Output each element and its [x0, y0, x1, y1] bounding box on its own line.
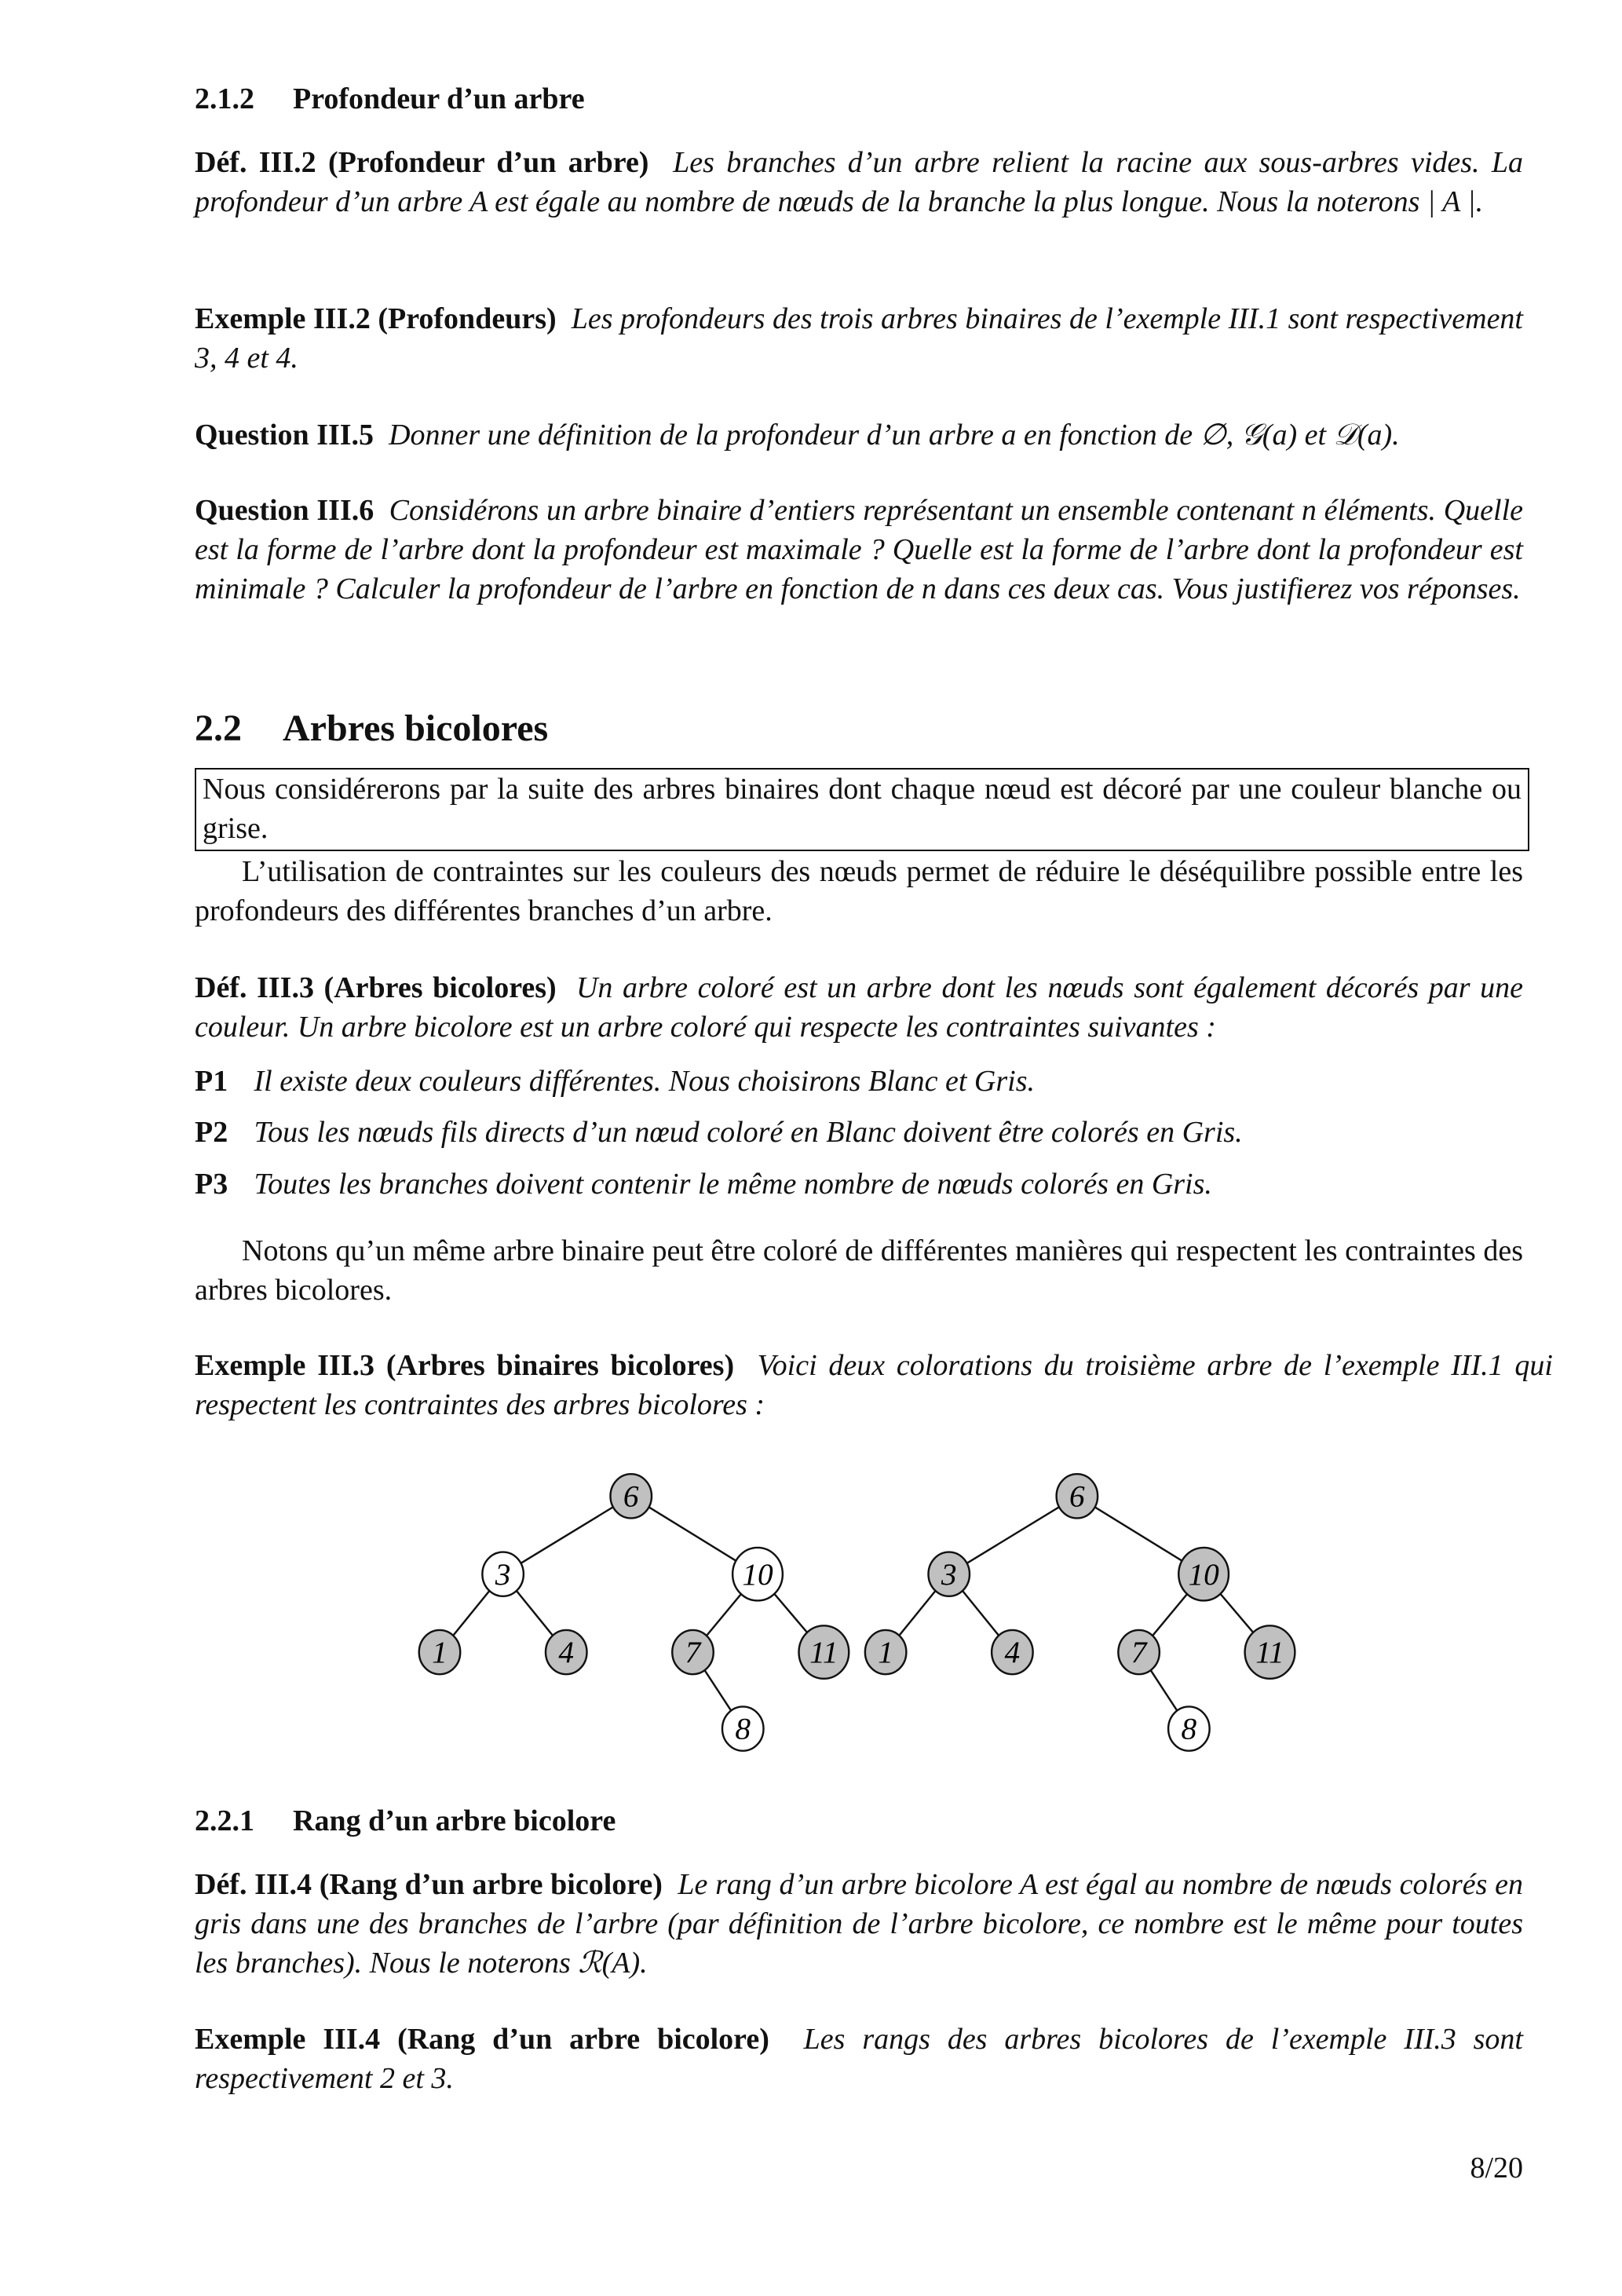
tree-node-label: 8 [735, 1711, 751, 1746]
tree-node-label: 6 [1069, 1479, 1085, 1514]
tree-node-label: 11 [1255, 1635, 1284, 1670]
tree-edge [949, 1496, 1077, 1574]
tree-node-label: 11 [809, 1635, 838, 1670]
tree-1 [419, 1474, 849, 1751]
definition-III-3: Déf. III.3 (Arbres bicolores) Un arbre coloré est un arbre dont les nœuds sont également décorés par une couleur. Un arbre bicolore est un arbre coloré qui respecte les contraintes suivantes : [195, 971, 1523, 1044]
tree-node-label: 4 [558, 1635, 575, 1670]
bicolor-trees-figure [393, 1461, 1335, 1775]
page-number: 8/20 [1470, 2152, 1523, 2184]
paragraph-colorations: Notons qu’un même arbre binaire peut être coloré de différentes manières qui respectent les contraintes des arbres bicolores. [195, 1234, 1523, 1307]
tree-node-label: 10 [742, 1556, 773, 1592]
tree-node-label: 8 [1181, 1711, 1197, 1746]
section-heading-2-2: 2.2 Arbres bicolores [195, 707, 549, 749]
property-P3: P3 Toutes les branches doivent contenir le même nombre de nœuds colorés en Gris. [195, 1168, 1212, 1201]
tree-node-label: 1 [878, 1635, 893, 1670]
tree-node-label: 6 [623, 1479, 639, 1514]
subsection-heading-2-2-1: 2.2.1 Rang d’un arbre bicolore [195, 1804, 616, 1837]
definition-III-4: Déf. III.4 (Rang d’un arbre bicolore) Le rang d’un arbre bicolore A est égal au nombre de nœuds colorés en gris dans une des branches de l’arbre (par définition de l’arbre bicolore, ce nombre est le même pour toutes les branches). Nous le noterons ℛ(A). [195, 1868, 1524, 1980]
question-III-5: Question III.5 Donner une définition de la profondeur d’un arbre a en fonction de ∅, 𝒢(a) et 𝒟(a). [195, 419, 1400, 452]
tree-node-label: 7 [685, 1635, 701, 1670]
tree-node-label: 1 [432, 1635, 448, 1670]
property-P1: P1 Il existe deux couleurs différentes. Nous choisirons Blanc et Gris. [195, 1065, 1036, 1098]
example-III-3: Exemple III.3 (Arbres binaires bicolores) Voici deux colorations du troisième arbre de l’exemple III.1 qui respectent les contraintes des arbres bicolores : [195, 1349, 1553, 1421]
boxed-statement: Nous considérerons par la suite des arbres binaires dont chaque nœud est décoré par une couleur blanche ou grise. [195, 768, 1529, 851]
tree-node-label: 7 [1131, 1635, 1147, 1670]
question-III-6: Question III.6 Considérons un arbre binaire d’entiers représentant un ensemble contenant n éléments. Quelle est la forme de l’arbre dont la profondeur est maximale ? Quelle est la forme de l’arbre dont la profondeur est minimale ? Calculer la profondeur de l’arbre en fonction de n dans ces deux cas. Vous justifierez vos réponses. [195, 494, 1523, 605]
example-III-2: Exemple III.2 (Profondeurs) Les profondeurs des trois arbres binaires de l’exemple III.1 sont respectivement 3, 4 et 4. [195, 302, 1523, 375]
subsection-heading-2-1-2: 2.1.2 Profondeur d’un arbre [195, 82, 585, 115]
property-P2: P2 Tous les nœuds fils directs d’un nœud coloré en Blanc doivent être colorés en Gris. [195, 1116, 1243, 1149]
example-III-4: Exemple III.4 (Rang d’un arbre bicolore) Les rangs des arbres bicolores de l’exemple III.3 sont respectivement 2 et 3. [195, 2023, 1523, 2095]
tree-node-label: 10 [1188, 1556, 1219, 1592]
tree-node-label: 3 [941, 1556, 957, 1592]
definition-III-2: Déf. III.2 (Profondeur d’un arbre) Les branches d’un arbre relient la racine aux sous-arbres vides. La profondeur d’un arbre A est égale au nombre de nœuds de la branche la plus longue. Nous la noterons | A |. [195, 146, 1524, 218]
tree-edge [503, 1496, 631, 1574]
tree-2 [865, 1474, 1295, 1751]
tree-node-label: 4 [1004, 1635, 1021, 1670]
tree-node-label: 3 [495, 1556, 511, 1592]
paragraph-constraints: L’utilisation de contraintes sur les couleurs des nœuds permet de réduire le déséquilibre possible entre les profondeurs des différentes branches d’un arbre. [195, 855, 1523, 927]
